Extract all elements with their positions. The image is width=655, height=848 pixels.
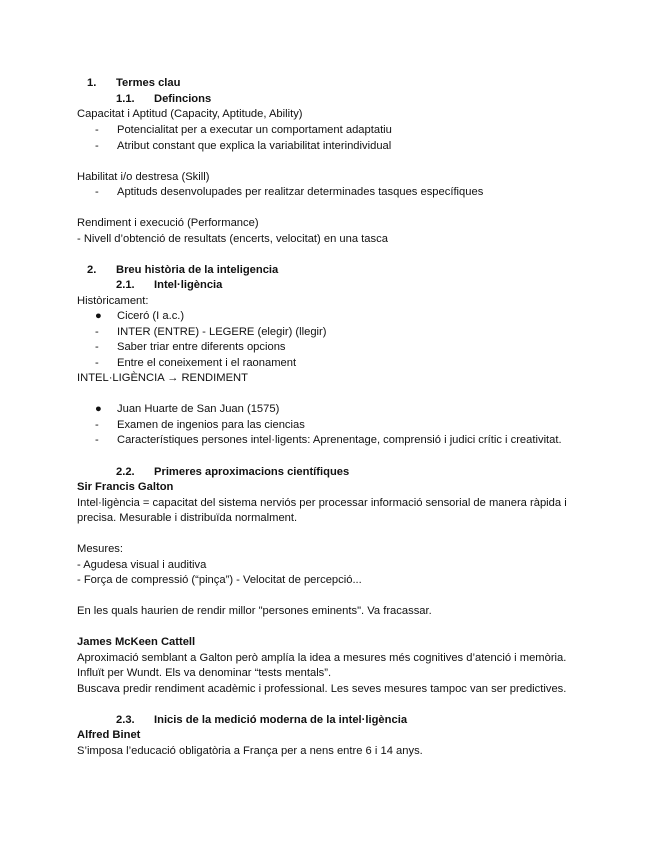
list-item: - Entre el coneixement i el raonament: [95, 357, 297, 369]
heading-number: 1.1.: [116, 93, 135, 105]
heading-section-2-2: [116, 465, 349, 479]
heading-title: Defincions: [154, 93, 212, 105]
paragraph-label: Mesures:: [77, 543, 124, 555]
list-item: - Examen de ingenios para las ciencias: [95, 419, 305, 431]
list-item: - INTER (ENTRE) - LEGERE (elegir) (llegir): [95, 326, 327, 338]
paragraph-line: - Agudesa visual i auditiva: [77, 559, 207, 571]
list-item: - Atribut constant que explica la variabilitat interindividual: [95, 140, 392, 152]
heading-section-2-3: [116, 713, 407, 727]
heading-number: 1.: [87, 77, 97, 89]
heading-title: Inicis de la medició moderna de la intel·ligència: [154, 714, 408, 726]
person-name: Sir Francis Galton: [77, 481, 174, 493]
paragraph-line: En les quals haurien de rendir millor "persones eminents". Va fracassar.: [77, 605, 432, 617]
list-item: ● Juan Huarte de San Juan (1575): [95, 403, 280, 415]
heading-title: Intel·ligència: [154, 279, 223, 291]
person-name: Alfred Binet: [77, 729, 141, 741]
definition-title: Rendiment i execució (Performance): [77, 217, 259, 229]
paragraph-line: Buscava predir rendiment acadèmic i professional. Les seves mesures tampoc van ser predictives.: [77, 683, 567, 695]
paragraph-line: precisa. Mesurable i distribuïda normalment.: [77, 512, 298, 524]
definition-title: Habilitat i/o destresa (Skill): [77, 171, 210, 183]
list-item: - Aptituds desenvolupades per realitzar determinades tasques específiques: [95, 186, 484, 198]
paragraph-line: S’imposa l’educació obligatòria a França per a nens entre 6 i 14 anys.: [77, 745, 423, 757]
definition-title: Capacitat i Aptitud (Capacity, Aptitude, Ability): [77, 108, 303, 120]
heading-section-1: [87, 76, 180, 90]
heading-title: Breu història de la inteligencia: [116, 264, 279, 276]
list-item: - Característiques persones intel·ligents: Aprenentage, comprensió i judici crític i creativitat.: [95, 434, 562, 446]
list-item: - Potencialitat per a executar un comportament adaptatiu: [95, 124, 392, 136]
paragraph-line: Intel·ligència = capacitat del sistema nerviós per processar informació sensorial de manera ràpida i: [77, 497, 567, 509]
definition-line: - Nivell d’obtenció de resultats (encerts, velocitat) en una tasca: [77, 233, 388, 245]
heading-number: 2.3.: [116, 714, 135, 726]
paragraph-line: - Força de compressió (“pinça”) - Velocitat de percepció...: [77, 574, 362, 586]
heading-number: 2.2.: [116, 466, 135, 478]
equation-line: INTEL·LIGÈNCIA → RENDIMENT: [77, 372, 248, 384]
list-item: ● Ciceró (I a.c.): [95, 310, 185, 322]
heading-section-2-1: [116, 278, 222, 292]
paragraph-line: Aproximació semblant a Galton però amplía la idea a mesures més cognitives d’atenció i memòria.: [77, 652, 567, 664]
heading-number: 2.: [87, 264, 97, 276]
heading-section-1-1: [116, 92, 211, 106]
heading-title: Termes clau: [116, 77, 181, 89]
paragraph-line: Influït per Wundt. Els va denominar “tests mentals”.: [77, 667, 332, 679]
heading-number: 2.1.: [116, 279, 135, 291]
list-item: - Saber triar entre diferents opcions: [95, 341, 286, 353]
paragraph-label: Històricament:: [77, 295, 149, 307]
person-name: James McKeen Cattell: [77, 636, 196, 648]
heading-title: Primeres aproximacions científiques: [154, 466, 350, 478]
heading-section-2: [87, 263, 278, 277]
